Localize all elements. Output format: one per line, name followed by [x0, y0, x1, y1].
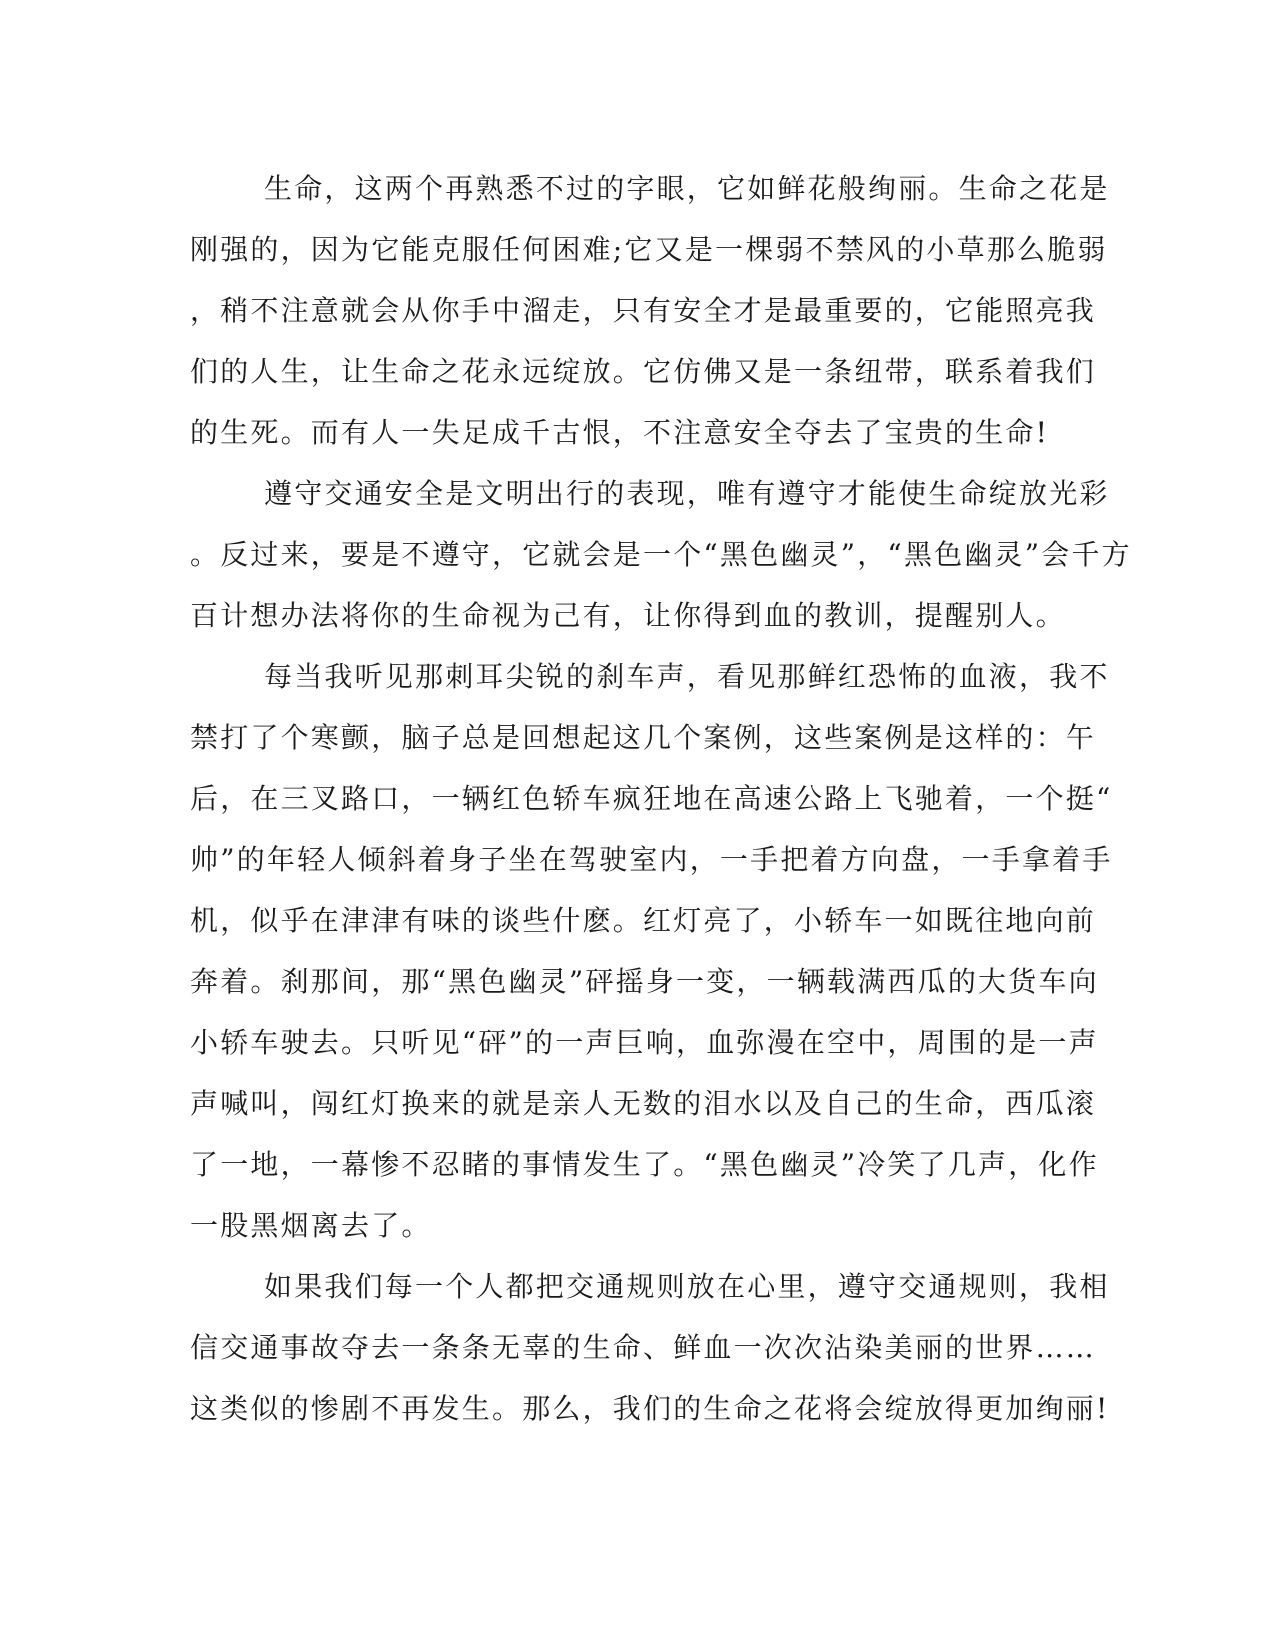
- essay-body: [190, 158, 1132, 1439]
- text-line: 遵守交通安全是文明出行的表现，唯有遵守才能使生命绽放光彩: [264, 477, 1110, 510]
- text-line: 禁打了个寒颤，脑子总是回想起这几个案例，这些案例是这样的：午: [190, 721, 1097, 754]
- text-line: 如果我们每一个人都把交通规则放在心里，遵守交通规则，我相: [264, 1270, 1110, 1303]
- text-line: 这类似的惨剧不再发生。那么，我们的生命之花将会绽放得更加绚丽!: [190, 1392, 1110, 1425]
- paragraph-1: [190, 158, 1110, 463]
- text-line: 。反过来，要是不遵守，它就会是一个“黑色幽灵”，“黑色幽灵”会千方: [190, 538, 1132, 571]
- text-line: 一股黑烟离去了。: [190, 1209, 432, 1242]
- text-line: 机，似乎在津津有味的谈些什麽。红灯亮了，小轿车一如既往地向前: [190, 904, 1097, 937]
- text-line: 刚强的，因为它能克服任何困难;它又是一棵弱不禁风的小草那么脆弱: [190, 233, 1108, 266]
- text-line: ，稍不注意就会从你手中溜走，只有安全才是最重要的，它能照亮我: [190, 294, 1097, 327]
- text-line: 们的人生，让生命之花永远绽放。它仿佛又是一条纽带，联系着我们: [190, 355, 1097, 388]
- paragraph-4: [190, 1256, 1110, 1439]
- paragraph-2: [190, 463, 1132, 646]
- text-line: 奔着。刹那间，那“黑色幽灵”砰摇身一变，一辆载满西瓜的大货车向: [190, 965, 1099, 998]
- text-line: 信交通事故夺去一条条无辜的生命、鲜血一次次沾染美丽的世界……: [190, 1331, 1097, 1364]
- text-line: 声喊叫，闯红灯换来的就是亲人无数的泪水以及自己的生命，西瓜滚: [190, 1087, 1097, 1120]
- text-line: 的生死。而有人一失足成千古恨，不注意安全夺去了宝贵的生命!: [190, 416, 1050, 449]
- text-line: 帅”的年轻人倾斜着身子坐在驾驶室内，一手把着方向盘，一手拿着手: [190, 843, 1113, 876]
- text-line: 百计想办法将你的生命视为己有，让你得到血的教训，提醒别人。: [190, 599, 1066, 632]
- text-line: 生命，这两个再熟悉不过的字眼，它如鲜花般绚丽。生命之花是: [264, 172, 1110, 205]
- text-line: 每当我听见那刺耳尖锐的刹车声，看见那鲜红恐怖的血液，我不: [264, 660, 1110, 693]
- text-line: 了一地，一幕惨不忍睹的事情发生了。“黑色幽灵”冷笑了几声，化作: [190, 1148, 1099, 1181]
- text-line: 小轿车驶去。只听见“砰”的一声巨响，血弥漫在空中，周围的是一声: [190, 1026, 1099, 1059]
- paragraph-3: [190, 646, 1113, 1256]
- text-line: 后，在三叉路口，一辆红色轿车疯狂地在高速公路上飞驰着，一个挺“: [190, 782, 1113, 815]
